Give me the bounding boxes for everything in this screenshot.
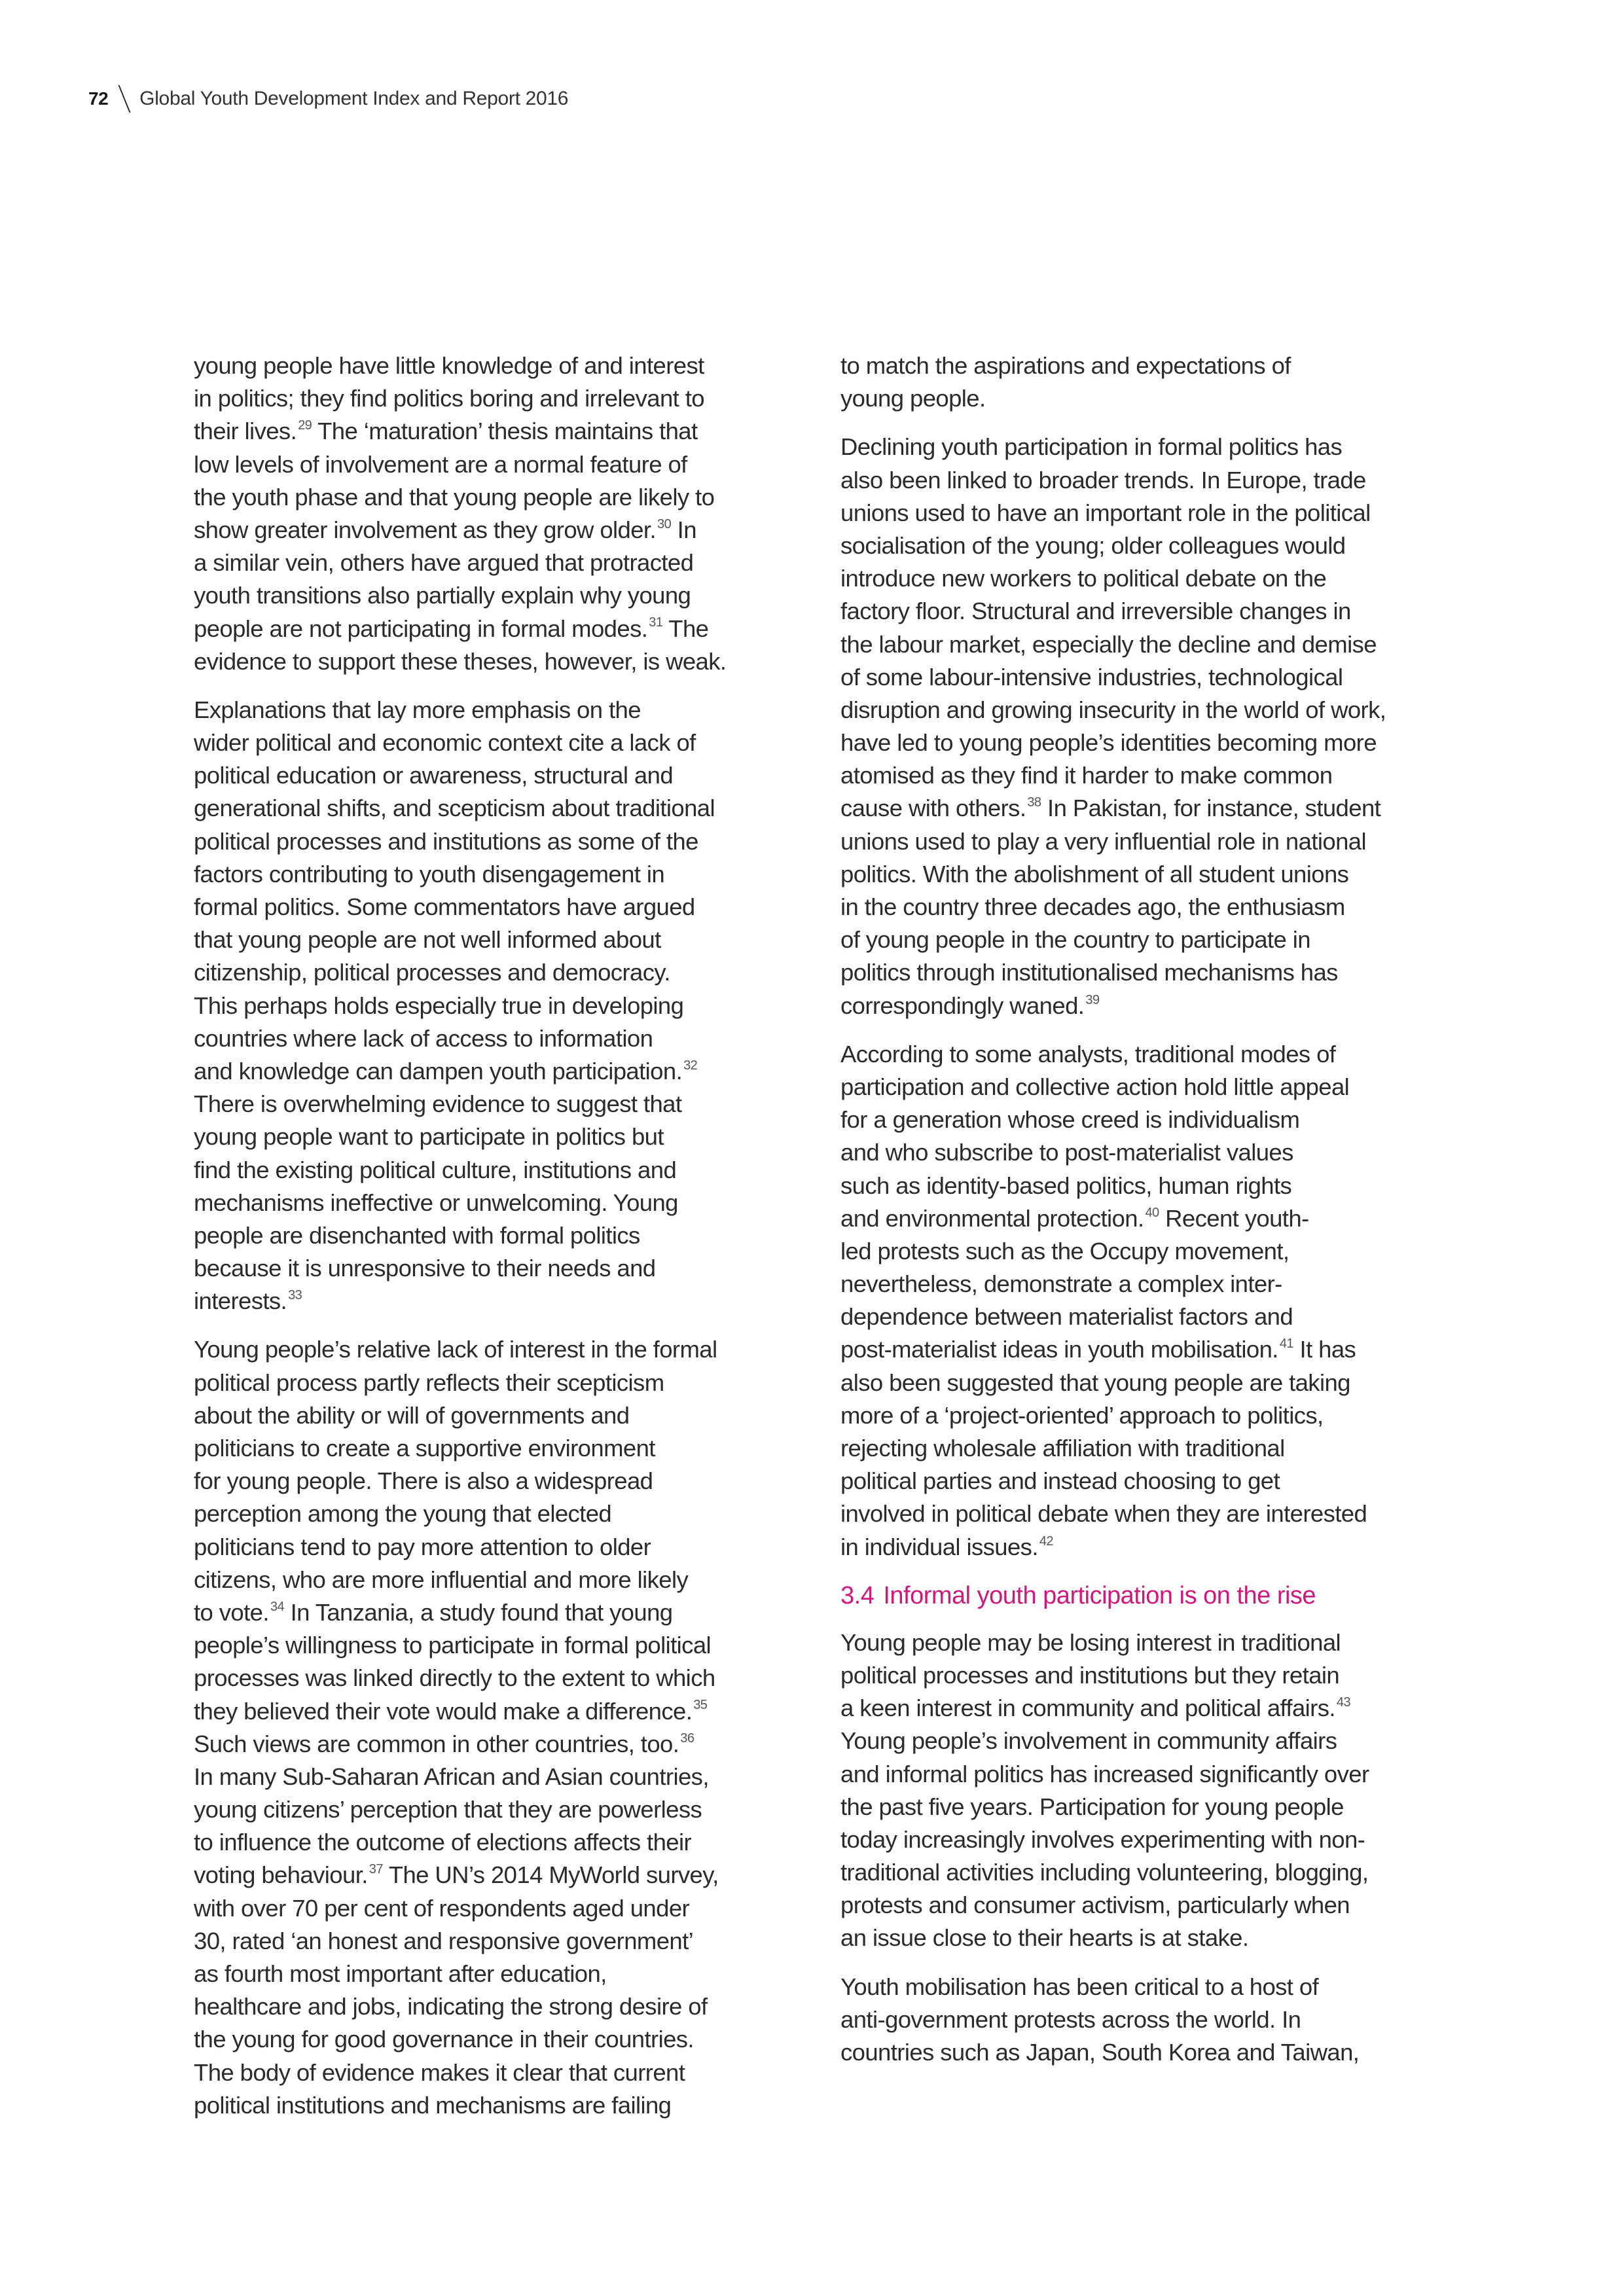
footnote-reference[interactable]: 42 [1039,1534,1053,1549]
text-line [840,1202,1449,1235]
footnote-reference[interactable]: 39 [1085,992,1100,1007]
text-line [194,1662,796,1695]
text-line [840,661,1449,694]
text-line [840,1856,1449,1889]
line-text: political education or awareness, structural and [194,762,674,789]
text-line [840,1922,1449,1954]
line-text: also been suggested that young people are taking [840,1369,1350,1396]
line-text: today increasingly involves experimenting with non- [840,1825,1365,1853]
line-text: In Pakistan, for instance, student [1041,795,1381,822]
text-line [840,726,1449,759]
section-title: Informal youth participation is on the rise [883,1581,1316,1609]
line-text: protests and consumer activism, particularly when [840,1892,1350,1919]
text-line [840,891,1449,924]
line-text: and environmental protection. [840,1204,1144,1232]
text-line [840,1692,1449,1725]
text-line [840,529,1449,562]
line-text: political process partly reflects their scepticism [194,1369,664,1396]
line-text: of some labour-intensive industries, technological [840,663,1343,691]
text-line [194,1925,796,1958]
line-text: healthcare and jobs, indicating the strong desire of [194,1993,708,2020]
paragraph [840,1038,1449,1564]
text-line [194,1399,796,1432]
line-text: people are disenchanted with formal politics [194,1221,640,1249]
line-text: formal politics. Some commentators have argued [194,893,695,920]
text-line [194,891,796,924]
text-line [840,1300,1449,1333]
text-line [840,1889,1449,1922]
line-text: countries such as Japan, South Korea and Taiwan, [840,2039,1360,2066]
line-text: with over 70 per cent of respondents aged under [194,1894,690,1922]
line-text: in the country three decades ago, the enthusiasm [840,893,1345,920]
line-text: to vote. [194,1598,269,1626]
footnote-reference[interactable]: 40 [1145,1205,1159,1220]
running-title: Global Youth Development Index and Report 2016 [139,88,569,109]
text-line [840,792,1449,825]
text-line [840,1758,1449,1791]
line-text: have led to young people’s identities becoming more [840,729,1377,757]
paragraph [840,350,1449,415]
text-line [840,1498,1449,1530]
right-column-before-heading [840,350,1449,1564]
right-column-after-heading [840,1626,1449,2069]
line-text: traditional activities including volunteering, blogging, [840,1859,1369,1886]
line-text: Young people may be losing interest in traditional [840,1628,1341,1656]
line-text: 30, rated ‘an honest and responsive government’ [194,1927,694,1954]
text-line [194,1629,796,1662]
footnote-reference[interactable]: 35 [693,1698,708,1713]
text-line [840,2003,1449,2036]
left-column [194,350,796,2138]
text-line [194,1958,796,1990]
line-text: for young people. There is also a widespread [194,1467,653,1495]
line-text: The UN’s 2014 MyWorld survey, [382,1861,719,1889]
footnote-reference[interactable]: 29 [298,418,312,433]
text-line [194,1859,796,1892]
line-text: The ‘maturation’ thesis maintains that [312,418,698,445]
text-line [194,645,796,678]
line-text: in individual issues. [840,1533,1038,1560]
text-line [194,726,796,759]
text-line [194,448,796,481]
text-line [840,628,1449,661]
page-number: 72 [88,88,109,109]
text-line [840,1235,1449,1268]
text-line [840,694,1449,726]
line-text: Young people’s involvement in community affairs [840,1727,1337,1755]
line-text: perception among the young that elected [194,1500,612,1528]
line-text: In [671,516,696,543]
text-line [194,1498,796,1530]
text-line [194,1252,796,1285]
line-text: young people. [840,385,986,412]
line-text: According to some analysts, traditional modes of [840,1040,1336,1067]
footnote-reference[interactable]: 37 [369,1862,383,1877]
line-text: post-materialist ideas in youth mobilisation. [840,1336,1278,1363]
line-text: introduce new workers to political debate on the [840,565,1327,592]
line-text: socialisation of the young; older colleagues would [840,531,1346,559]
text-line [840,1971,1449,2003]
line-text: Such views are common in other countries, too. [194,1730,679,1757]
text-line [194,579,796,612]
text-line [194,1531,796,1564]
line-text: politics through institutionalised mechanisms has [840,959,1338,986]
footnote-reference[interactable]: 32 [683,1058,698,1073]
text-line [840,464,1449,497]
line-text: an issue close to their hearts is at stake. [840,1924,1249,1952]
footnote-reference[interactable]: 36 [680,1731,695,1746]
line-text: interests. [194,1287,287,1315]
line-text: young people want to participate in politics but [194,1123,664,1151]
line-text: the young for good governance in their countries. [194,2026,694,2053]
footnote-reference[interactable]: 33 [288,1288,302,1303]
line-text: anti-government protests across the world. In [840,2005,1301,2033]
line-text: political processes and institutions as some of the [194,827,698,855]
text-line [194,2089,796,2122]
paragraph [840,1971,1449,2070]
text-line [194,1333,796,1366]
line-text: voting behaviour. [194,1861,368,1889]
text-line [840,1823,1449,1856]
line-text: as fourth most important after education, [194,1960,607,1987]
line-text: more of a ‘project-oriented’ approach to politics, [840,1401,1324,1429]
line-text: the labour market, especially the decline and demise [840,630,1377,658]
text-line [194,2023,796,2056]
text-line [840,924,1449,956]
text-line [194,924,796,956]
text-line [840,1725,1449,1757]
line-text: youth transitions also partially explain why young [194,582,691,609]
text-line [194,792,796,825]
line-text: young people have little knowledge of and interest [194,352,704,379]
text-line [840,825,1449,858]
text-line [840,497,1449,529]
line-text: countries where lack of access to information [194,1024,653,1052]
text-line [194,858,796,891]
line-text: unions used to play a very influential role in national [840,827,1366,855]
line-text: and informal politics has increased significantly over [840,1760,1369,1787]
text-line [840,1465,1449,1498]
line-text: the past five years. Participation for young people [840,1793,1344,1820]
line-text: that young people are not well informed about [194,926,661,954]
text-line [840,1659,1449,1692]
line-text: to match the aspirations and expectations of [840,352,1291,379]
text-line [194,759,796,792]
text-line [840,1333,1449,1366]
text-line [194,990,796,1022]
line-text: The [662,615,709,642]
text-line [194,1432,796,1465]
line-text: In Tanzania, a study found that young [284,1598,673,1626]
text-line [194,514,796,547]
text-line [840,858,1449,891]
section-heading [840,1579,1449,1612]
line-text: politicians to create a supportive environment [194,1435,655,1462]
text-line [194,956,796,989]
line-text: for a generation whose creed is individualism [840,1106,1300,1134]
line-text: the youth phase and that young people are likely to [194,483,715,511]
line-text: young citizens’ perception that they are powerless [194,1796,702,1823]
paragraph [840,431,1449,1022]
text-line [840,1170,1449,1202]
line-text: rejecting wholesale affiliation with traditional [840,1435,1285,1462]
line-text: citizenship, political processes and democracy. [194,959,670,986]
line-text: in politics; they find politics boring and irrelevant to [194,385,704,412]
line-text: correspondingly waned. [840,992,1085,1019]
text-line [840,1367,1449,1399]
line-text: This perhaps holds especially true in developing [194,992,684,1019]
text-line [194,415,796,448]
text-line [840,1103,1449,1136]
line-text: It has [1293,1336,1356,1363]
line-text: people are not participating in formal modes. [194,615,648,642]
footnote-reference[interactable]: 43 [1336,1695,1351,1710]
line-text: Youth mobilisation has been critical to a host of [840,1973,1319,2000]
paragraph [194,694,796,1318]
line-text: political processes and institutions but they retain [840,1661,1340,1689]
paragraph [840,1626,1449,1955]
text-line [840,1791,1449,1823]
text-line [194,1465,796,1498]
line-text: wider political and economic context cite a lack of [194,729,696,757]
line-text: Explanations that lay more emphasis on the [194,696,641,723]
line-text: processes was linked directly to the extent to which [194,1664,715,1692]
line-text: generational shifts, and scepticism about traditional [194,795,715,822]
text-line [194,1892,796,1925]
line-text: Declining youth participation in formal politics has [840,433,1343,461]
line-text: citizens, who are more influential and more likely [194,1566,689,1593]
line-text: Recent youth- [1159,1204,1309,1232]
line-text: show greater involvement as they grow older. [194,516,657,543]
line-text: dependence between materialist factors and [840,1303,1293,1331]
line-text: The body of evidence makes it clear that current [194,2058,685,2086]
text-line [840,1531,1449,1564]
line-text: political institutions and mechanisms are failing [194,2091,672,2119]
line-text: they believed their vote would make a difference. [194,1697,693,1725]
line-text: find the existing political culture, institutions and [194,1156,677,1183]
text-line [194,1285,796,1318]
line-text: politics. With the abolishment of all student unions [840,860,1349,888]
line-text: unions used to have an important role in the political [840,499,1371,526]
line-text: and knowledge can dampen youth participation. [194,1057,683,1085]
line-text: factors contributing to youth disengagement in [194,860,665,888]
text-line [194,1022,796,1055]
text-line [840,1626,1449,1659]
text-line [194,1121,796,1153]
text-line [840,595,1449,628]
line-text: people’s willingness to participate in formal political [194,1632,712,1659]
paragraph [194,350,796,678]
section-number: 3.4 [840,1581,875,1609]
line-text: politicians tend to pay more attention to older [194,1533,651,1560]
line-text: low levels of involvement are a normal feature of [194,450,687,478]
footnote-reference[interactable]: 41 [1279,1336,1293,1352]
text-line [840,1136,1449,1169]
line-text: atomised as they find it harder to make common [840,762,1333,789]
line-text: about the ability or will of governments and [194,1401,630,1429]
text-line [194,2056,796,2089]
line-text: nevertheless, demonstrate a complex inter- [840,1270,1282,1298]
text-line [840,1268,1449,1300]
line-text: a similar vein, others have argued that protracted [194,549,694,577]
line-text: mechanisms ineffective or unwelcoming. Young [194,1189,678,1216]
line-text: There is overwhelming evidence to suggest that [194,1090,682,1118]
text-line [840,562,1449,595]
line-text: involved in political debate when they are interested [840,1500,1367,1528]
text-line [194,481,796,514]
text-line [840,1071,1449,1103]
footnote-reference[interactable]: 31 [649,615,663,630]
text-line [194,1219,796,1252]
line-text: their lives. [194,418,297,445]
text-line [840,2036,1449,2069]
line-text: Young people’s relative lack of interest in the formal [194,1336,717,1363]
text-line [194,694,796,726]
text-line [194,1990,796,2023]
footnote-reference[interactable]: 38 [1027,795,1041,810]
text-line [194,1695,796,1728]
line-text: a keen interest in community and political affairs. [840,1695,1335,1722]
text-line [194,547,796,579]
text-line [840,759,1449,792]
line-text: of young people in the country to participate in [840,926,1310,954]
line-text: to influence the outcome of elections affects their [194,1829,692,1856]
text-line [840,350,1449,382]
text-line [840,382,1449,415]
line-text: because it is unresponsive to their needs and [194,1255,656,1282]
text-line [840,1432,1449,1465]
text-line [194,1088,796,1121]
text-line [194,1793,796,1826]
text-line [194,1596,796,1629]
text-line [194,1187,796,1219]
text-line [194,1154,796,1187]
line-text: disruption and growing insecurity in the world of work, [840,696,1386,723]
line-text: participation and collective action hold little appeal [840,1073,1350,1100]
text-line [194,350,796,382]
text-line [840,956,1449,989]
line-text: also been linked to broader trends. In Europe, trade [840,466,1366,493]
line-text: In many Sub-Saharan African and Asian countries, [194,1763,709,1790]
line-text: such as identity-based politics, human rights [840,1172,1292,1199]
text-line [194,1055,796,1088]
text-line [840,1038,1449,1071]
text-line [194,825,796,858]
line-text: factory floor. Structural and irreversible changes in [840,598,1351,625]
line-text: cause with others. [840,795,1026,822]
paragraph [194,1333,796,2122]
text-line [194,613,796,645]
right-column [840,350,1449,2085]
text-line [840,431,1449,463]
text-line [194,1826,796,1859]
footnote-reference[interactable]: 30 [657,516,672,531]
line-text: and who subscribe to post-materialist values [840,1139,1293,1166]
text-line [194,1728,796,1761]
text-line [194,382,796,415]
footnote-reference[interactable]: 34 [270,1599,285,1614]
header-separator-icon [118,85,131,113]
text-line [194,1564,796,1596]
line-text: led protests such as the Occupy movement, [840,1237,1290,1265]
text-line [194,1367,796,1399]
text-line [840,1399,1449,1432]
line-text: political parties and instead choosing to get [840,1467,1280,1495]
running-header [88,82,568,115]
text-line [840,990,1449,1022]
text-line [194,1761,796,1793]
line-text: evidence to support these theses, however, is weak. [194,647,727,675]
